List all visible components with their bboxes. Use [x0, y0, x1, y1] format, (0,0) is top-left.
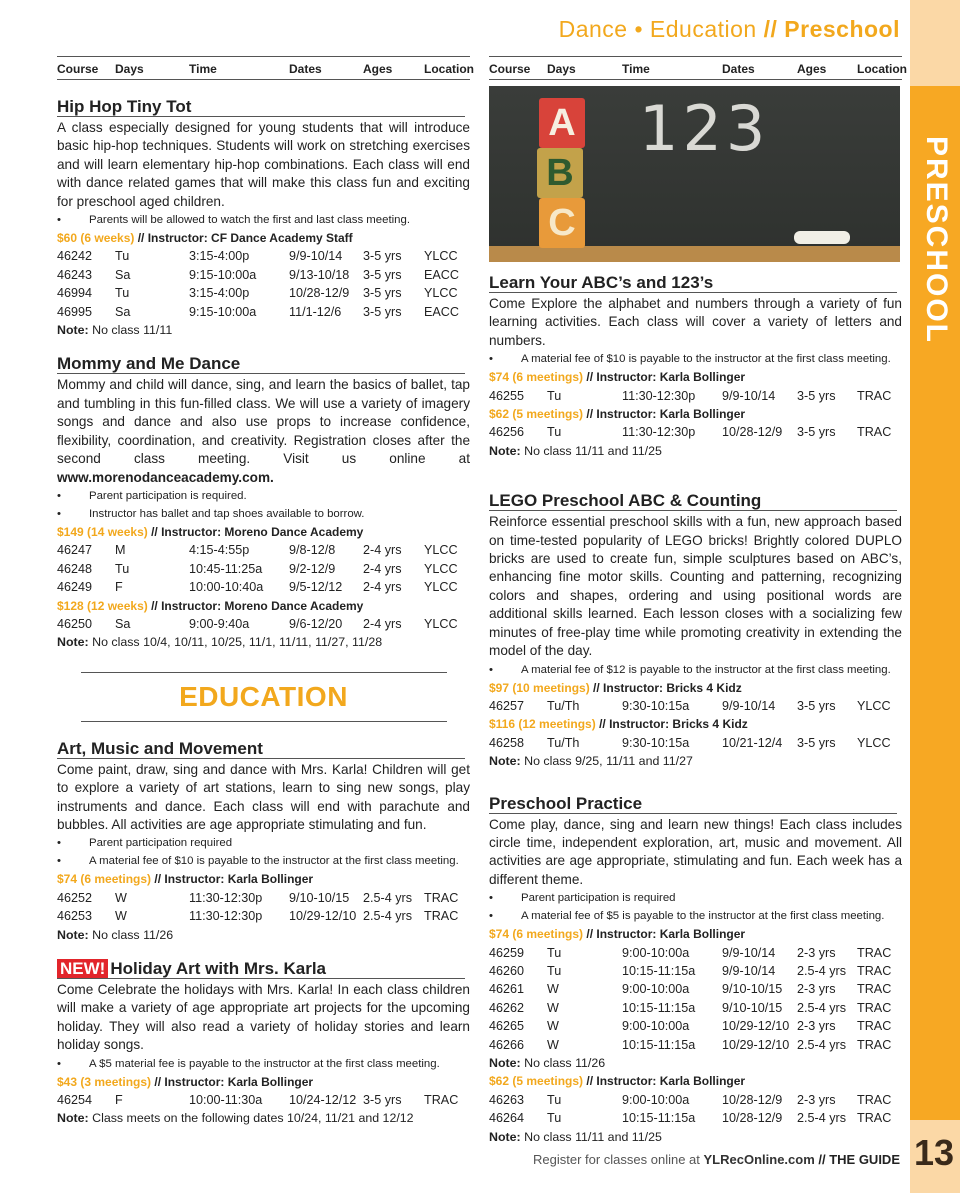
divider	[81, 721, 447, 722]
class-bullet: • Parent participation required	[57, 837, 233, 850]
class-bullet: • Parent participation is required.	[57, 489, 247, 502]
class-note: Note: No class 11/26	[489, 1056, 606, 1070]
table-row: 46256 Tu 11:30-12:30p 10/28-12/9 3-5 yrs TRAC	[489, 425, 892, 440]
column-header	[57, 56, 474, 80]
class-price: $43 (3 meetings) // Instructor: Karla Bollinger	[57, 1074, 314, 1089]
class-bullet: • A $5 material fee is payable to the instructor at the first class meeting.	[57, 1057, 440, 1070]
col-location: Location	[424, 62, 474, 76]
table-row: 46247 M 4:15-4:55p 9/8-12/8 2-4 yrs YLCC	[57, 543, 458, 558]
class-price: $62 (5 meetings) // Instructor: Karla Bollinger	[489, 407, 746, 422]
footer-text: Register for classes online at	[532, 1152, 704, 1167]
class-price: $149 (14 weeks) // Instructor: Moreno Dance Academy	[57, 524, 364, 539]
table-row: 46266 W 10:15-11:15a 10/29-12/10 2.5-4 yrs TRAC	[489, 1037, 892, 1052]
class-bullet: • A material fee of $10 is payable to the instructor at the first class meeting.	[489, 353, 891, 366]
class-title: Art, Music and Movement	[57, 740, 465, 759]
class-title: Mommy and Me Dance	[57, 355, 465, 374]
class-title: NEW! Holiday Art with Mrs. Karla	[57, 960, 465, 979]
table-row: 46248 Tu 10:45-11:25a 9/2-12/9 2-4 yrs YLCC	[57, 561, 458, 576]
class-note: Note: No class 9/25, 11/11 and 11/27	[489, 754, 693, 769]
class-bullet: • Parent participation is required	[489, 892, 676, 905]
class-bullet: • Instructor has ballet and tap shoes available to borrow.	[57, 507, 365, 520]
class-description: Come Explore the alphabet and numbers through a variety of fun learning activities. Each class will cover a variety of letters and numbers.	[489, 296, 902, 348]
page-footer	[533, 1152, 900, 1167]
table-row: 46259 Tu 9:00-10:00a 9/9-10/14 2-3 yrs TRAC	[489, 945, 892, 960]
table-row: 46252 W 11:30-12:30p 9/10-10/15 2.5-4 yrs TRAC	[57, 890, 459, 905]
class-price: $62 (5 meetings) // Instructor: Karla Bollinger	[489, 1074, 746, 1089]
col-dates: Dates	[289, 62, 322, 76]
table-row: 46255 Tu 11:30-12:30p 9/9-10/14 3-5 yrs TRAC	[489, 388, 892, 403]
table-row: 46995 Sa 9:15-10:00a 11/1-12/6 3-5 yrs EACC	[57, 304, 459, 319]
table-row: 46242 Tu 3:15-4:00p 9/9-10/14 3-5 yrs YLCC	[57, 249, 458, 264]
class-title: Hip Hop Tiny Tot	[57, 98, 465, 117]
table-row: 46250 Sa 9:00-9:40a 9/6-12/20 2-4 yrs YLCC	[57, 616, 458, 631]
class-lego	[489, 492, 902, 770]
footer-site-link[interactable]: YLRecOnline.com	[703, 1152, 815, 1167]
letter-block-c: C	[539, 198, 585, 248]
table-row: 46262 W 10:15-11:15a 9/10-10/15 2.5-4 yrs TRAC	[489, 1000, 892, 1015]
header-category: Dance • Education	[558, 16, 764, 42]
col-location: Location	[857, 62, 907, 76]
academy-link[interactable]: www.morenodanceacademy.com.	[57, 469, 274, 485]
class-bullet: • Parents will be allowed to watch the first and last class meeting.	[57, 214, 410, 227]
chalk-piece	[794, 231, 850, 244]
col-dates: Dates	[722, 62, 755, 76]
class-description: Come play, dance, sing and learn new things! Each class includes circle time, independent exploration, art, music and movement. All activities are age appropriate, stimulating and fun. Each week has a different theme.	[489, 816, 902, 887]
table-row: 46258 Tu/Th 9:30-10:15a 10/21-12/4 3-5 yrs YLCC	[489, 735, 891, 750]
class-holiday-art	[57, 960, 470, 1128]
abc-blocks-photo	[489, 86, 900, 262]
class-price: $74 (6 meetings) // Instructor: Karla Bollinger	[57, 872, 314, 887]
class-bullet: • A material fee of $5 is payable to the instructor at the first class meeting.	[489, 910, 885, 923]
right-column	[489, 56, 907, 1146]
class-bullet: • A material fee of $10 is payable to the instructor at the first class meeting.	[57, 855, 459, 868]
class-note: Note: No class 11/11 and 11/25	[489, 1129, 662, 1144]
header-section: Preschool	[784, 16, 900, 42]
col-ages: Ages	[363, 62, 393, 76]
col-time: Time	[189, 62, 217, 76]
table-row: 46243 Sa 9:15-10:00a 9/13-10/18 3-5 yrs EACC	[57, 267, 459, 282]
class-title: Preschool Practice	[489, 795, 897, 814]
class-price: $116 (12 meetings) // Instructor: Bricks 4 Kidz	[489, 717, 748, 732]
class-price: $97 (10 meetings) // Instructor: Bricks 4 Kidz	[489, 680, 742, 695]
header-separator: //	[763, 16, 785, 42]
education-heading: EDUCATION	[179, 680, 348, 712]
footer-guide: // THE GUIDE	[814, 1152, 900, 1167]
new-badge: NEW!	[57, 959, 108, 978]
table-row: 46257 Tu/Th 9:30-10:15a 9/9-10/14 3-5 yrs YLCC	[489, 698, 891, 713]
chalk-numbers: 123	[639, 92, 770, 165]
class-mommy-and-me	[57, 355, 470, 651]
class-hiphop	[57, 98, 470, 339]
table-row: 46263 Tu 9:00-10:00a 10/28-12/9 2-3 yrs TRAC	[489, 1092, 892, 1107]
class-preschool-practice	[489, 795, 902, 1147]
col-course: Course	[57, 62, 99, 76]
left-column	[57, 56, 474, 1128]
column-header	[489, 56, 907, 80]
table-row: 46265 W 9:00-10:00a 10/29-12/10 2-3 yrs TRAC	[489, 1019, 892, 1034]
class-title: Learn Your ABC’s and 123’s	[489, 274, 897, 293]
side-section-label: PRESCHOOL	[920, 135, 953, 345]
class-price: $74 (6 meetings) // Instructor: Karla Bollinger	[489, 927, 746, 942]
class-description: A class especially designed for young students that will introduce basic hip-hop techniques. Students will work on stretching exercises and will learn elementary hip-hop combinations. Each class will end with dance related games that will make this class fun and exciting for preschool aged children.	[57, 120, 470, 209]
class-price: $60 (6 weeks) // Instructor: CF Dance Academy Staff	[57, 231, 353, 246]
education-heading-block	[57, 672, 470, 722]
table-row: 46264 Tu 10:15-11:15a 10/28-12/9 2.5-4 yrs TRAC	[489, 1111, 892, 1126]
class-price: $74 (6 meetings) // Instructor: Karla Bollinger	[489, 370, 746, 385]
side-tab-top	[910, 0, 960, 86]
class-bullet: • A material fee of $12 is payable to the instructor at the first class meeting.	[489, 663, 891, 676]
class-title: LEGO Preschool ABC & Counting	[489, 492, 897, 511]
letter-block-b: B	[537, 148, 583, 198]
chalkboard-ledge	[489, 246, 900, 262]
class-note: Note: Class meets on the following dates 10/24, 11/21 and 12/12	[57, 1111, 414, 1126]
class-art-music-movement	[57, 740, 470, 944]
table-row: 46260 Tu 10:15-11:15a 9/9-10/14 2.5-4 yrs TRAC	[489, 963, 892, 978]
col-days: Days	[547, 62, 576, 76]
class-note: Note: No class 11/11 and 11/25	[489, 443, 662, 458]
table-row: 46249 F 10:00-10:40a 9/5-12/12 2-4 yrs YLCC	[57, 580, 458, 595]
class-note: Note: No class 11/26	[57, 927, 174, 942]
table-row: 46254 F 10:00-11:30a 10/24-12/12 3-5 yrs TRAC	[57, 1093, 459, 1108]
class-note: Note: No class 11/11	[57, 323, 173, 338]
table-row: 46994 Tu 3:15-4:00p 10/28-12/9 3-5 yrs YLCC	[57, 286, 458, 301]
class-description: Come Celebrate the holidays with Mrs. Karla! In each class children will make a variety of age appropriate art projects for the upcoming holiday. They will also read a variety of holiday stories and learn holiday songs.	[57, 982, 470, 1053]
class-description: Mommy and child will dance, sing, and learn the basics of ballet, tap and tumbling in this fun-filled class. We will use a variety of imagery songs and dance and also use props to increase confidence, flexibility, coordination, and creativity. Registration closes after the second class meeting. Visit us online at www.morenodanceacademy.com.	[57, 377, 470, 485]
table-row: 46253 W 11:30-12:30p 10/29-12/10 2.5-4 yrs TRAC	[57, 909, 459, 924]
col-course: Course	[489, 62, 531, 76]
col-time: Time	[622, 62, 650, 76]
letter-block-a: A	[539, 98, 585, 148]
page-header	[559, 16, 900, 43]
page-number: 13	[913, 1132, 954, 1173]
class-description: Reinforce essential preschool skills with a fun, new approach based on time-tested popularity of LEGO bricks! Brightly colored DUPLO bricks are used to create fun, simple sculptures based on ABC’s, enhancing fine motor skills. Counting and patterning, recognizing colors and shapes, ordering and using positional words are additional skills learned. Each lesson closes with a socializing few minutes of free-play time while promoting creativity in extending the model of the day.	[489, 514, 902, 659]
col-days: Days	[115, 62, 144, 76]
class-abc-123	[489, 274, 902, 460]
class-description: Come paint, draw, sing and dance with Mrs. Karla! Children will get to explore a variety of art stations, learn to sing new songs, play instruments and dance. Each class will end with parachute and bubbles. All activities are age appropriate stimulating and fun.	[57, 761, 470, 832]
class-note: Note: No class 10/4, 10/11, 10/25, 11/1, 11/11, 11/27, 11/28	[57, 635, 383, 650]
col-ages: Ages	[797, 62, 827, 76]
table-row: 46261 W 9:00-10:00a 9/10-10/15 2-3 yrs TRAC	[489, 982, 892, 997]
class-price: $128 (12 weeks) // Instructor: Moreno Dance Academy	[57, 598, 364, 613]
